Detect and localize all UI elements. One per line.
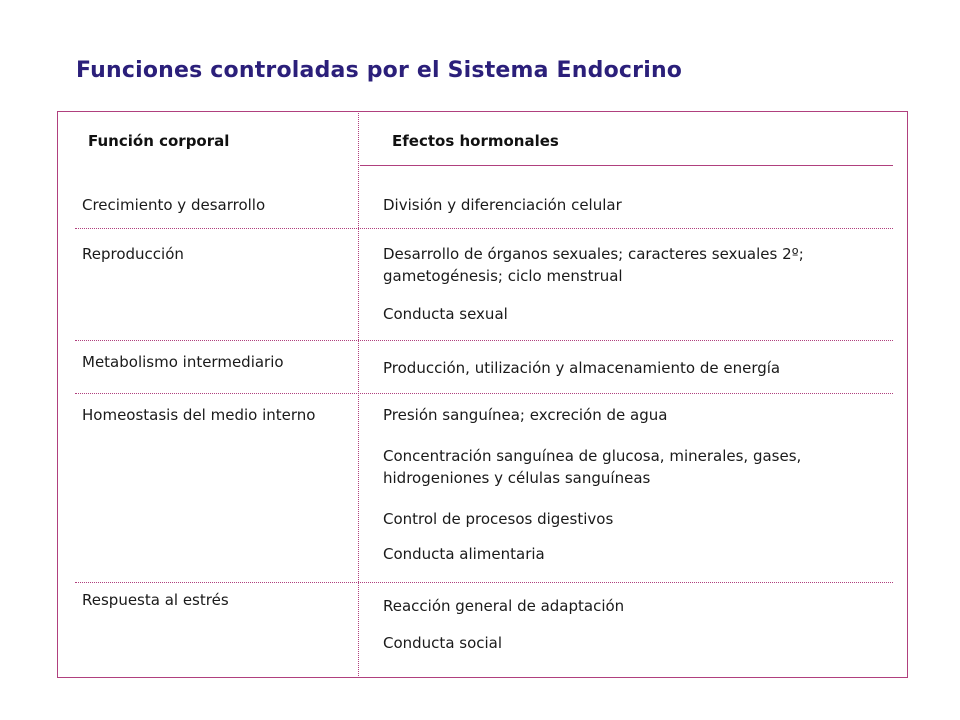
header-effects: Efectos hormonales	[392, 132, 559, 150]
page-title: Funciones controladas por el Sistema Endocrino	[76, 58, 683, 83]
row-function-homeostasis: Homeostasis del medio interno	[82, 406, 316, 424]
row-function-metabolism: Metabolismo intermediario	[82, 353, 284, 371]
row-effect-stress-2: Conducta social	[383, 634, 503, 652]
row-effect-growth-1: División y diferenciación celular	[383, 196, 622, 214]
row-effect-homeostasis-2: Concentración sanguínea de glucosa, minerales, gases, hidrogeniones y células sanguíneas	[383, 447, 802, 487]
row-effect-reproduction-1: Desarrollo de órganos sexuales; caracteres sexuales 2º; gametogénesis; ciclo menstrual	[383, 245, 804, 285]
row-effect-homeostasis-1: Presión sanguínea; excreción de agua	[383, 406, 668, 424]
row-effect-stress-1: Reacción general de adaptación	[383, 597, 625, 615]
row-function-growth: Crecimiento y desarrollo	[82, 196, 266, 214]
row-divider	[75, 228, 893, 229]
row-function-reproduction: Reproducción	[82, 245, 184, 263]
header-rule	[360, 165, 893, 166]
row-effect-metabolism-1: Producción, utilización y almacenamiento de energía	[383, 359, 781, 377]
row-effect-reproduction-2: Conducta sexual	[383, 305, 508, 323]
row-divider	[75, 582, 893, 583]
column-divider	[358, 111, 359, 678]
row-divider	[75, 340, 893, 341]
header-function: Función corporal	[88, 132, 230, 150]
row-effect-homeostasis-4: Conducta alimentaria	[383, 545, 545, 563]
row-function-stress: Respuesta al estrés	[82, 591, 229, 609]
row-effect-homeostasis-3: Control de procesos digestivos	[383, 510, 614, 528]
row-divider	[75, 393, 893, 394]
